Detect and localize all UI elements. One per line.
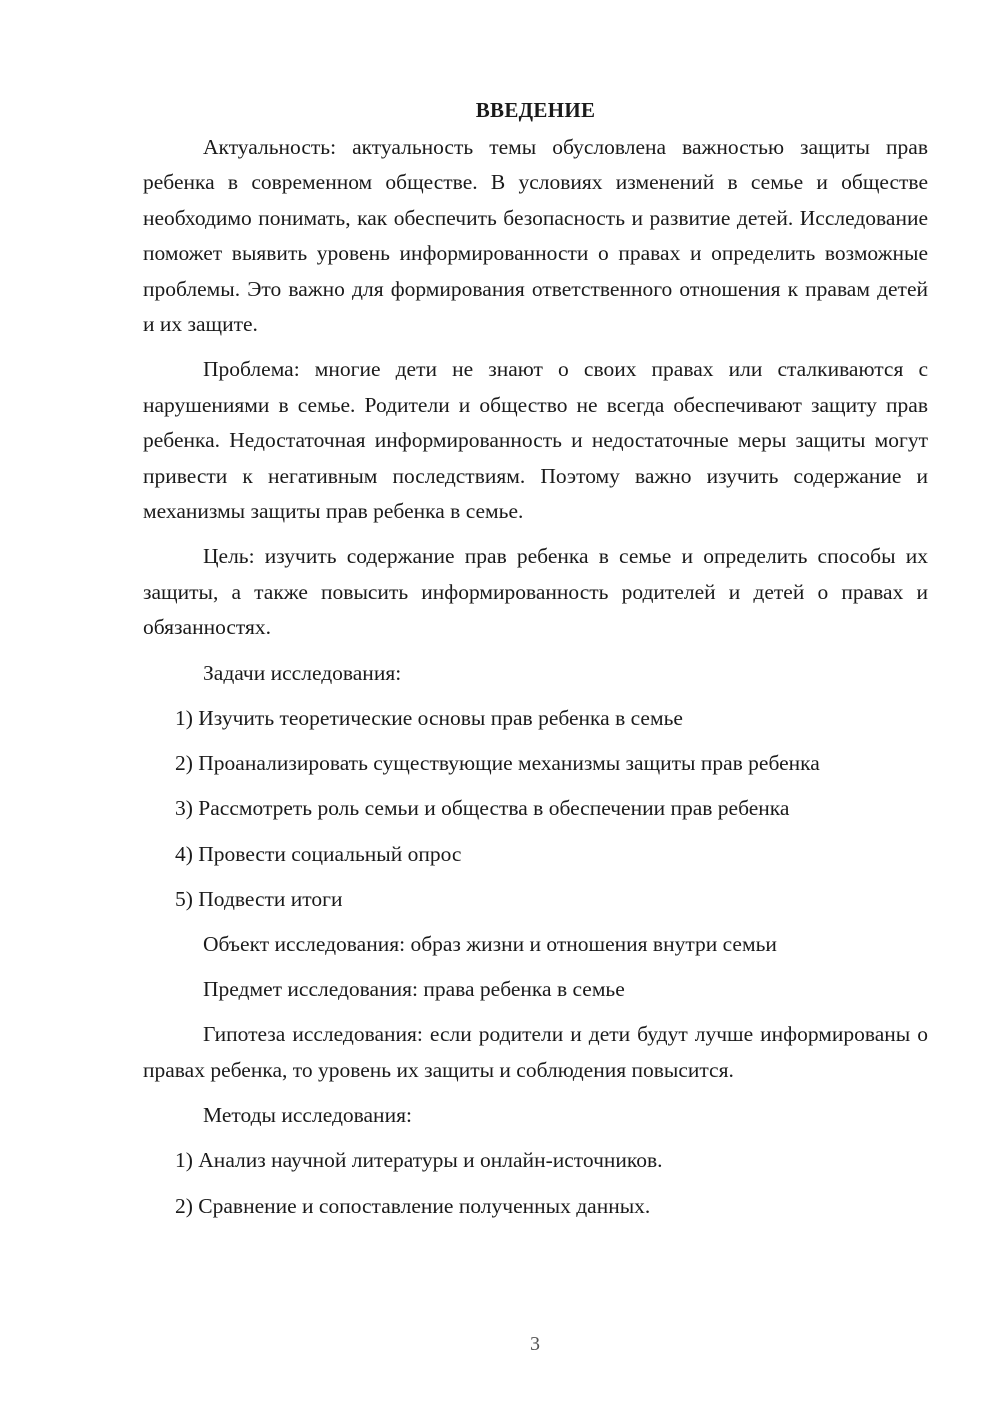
task-item-5: 5) Подвести итоги bbox=[175, 886, 343, 911]
page-content bbox=[143, 94, 928, 1234]
goal-paragraph: Цель: изучить содержание прав ребенка в семье и определить способы их защиты, а также повысить информированность родителей и детей о правах и обязанностях. bbox=[143, 544, 928, 640]
method-item-2: 2) Сравнение и сопоставление полученных данных. bbox=[175, 1193, 651, 1218]
task-item-4: 4) Провести социальный опрос bbox=[175, 841, 462, 866]
problem-paragraph: Проблема: многие дети не знают о своих правах или сталкиваются с нарушениями в семье. Родители и общество не всегда обеспечивают защиту прав ребенка. Недостаточная информированность и недостаточные меры защиты могут привести к негативным последствиям. Поэтому важно изучить содержание и механизмы защиты прав ребенка в семье. bbox=[143, 357, 928, 524]
methods-heading: Методы исследования: bbox=[203, 1103, 412, 1128]
task-item-2: 2) Проанализировать существующие механизмы защиты прав ребенка bbox=[175, 751, 820, 776]
research-subject: Предмет исследования: права ребенка в семье bbox=[203, 977, 625, 1002]
method-item-1: 1) Анализ научной литературы и онлайн-источников. bbox=[175, 1148, 663, 1173]
section-title: ВВЕДЕНИЕ bbox=[475, 98, 596, 122]
relevance-paragraph: Актуальность: актуальность темы обусловлена важностью защиты прав ребенка в современном обществе. В условиях изменений в семье и обществе необходимо понимать, как обеспечить безопасность и развитие детей. Исследование поможет выявить уровень информированности о правах и определить возможные проблемы. Это важно для формирования ответственного отношения к правам детей и их защите. bbox=[143, 135, 928, 337]
hypothesis-paragraph: Гипотеза исследования: если родители и дети будут лучше информированы о правах ребенка, то уровень их защиты и соблюдения повысится. bbox=[143, 1022, 928, 1082]
page-number: 3 bbox=[530, 1333, 540, 1355]
tasks-heading: Задачи исследования: bbox=[203, 660, 402, 685]
research-object: Объект исследования: образ жизни и отношения внутри семьи bbox=[203, 931, 777, 956]
task-item-1: 1) Изучить теоретические основы прав ребенка в семье bbox=[175, 705, 683, 730]
task-item-3: 3) Рассмотреть роль семьи и общества в обеспечении прав ребенка bbox=[175, 796, 790, 821]
